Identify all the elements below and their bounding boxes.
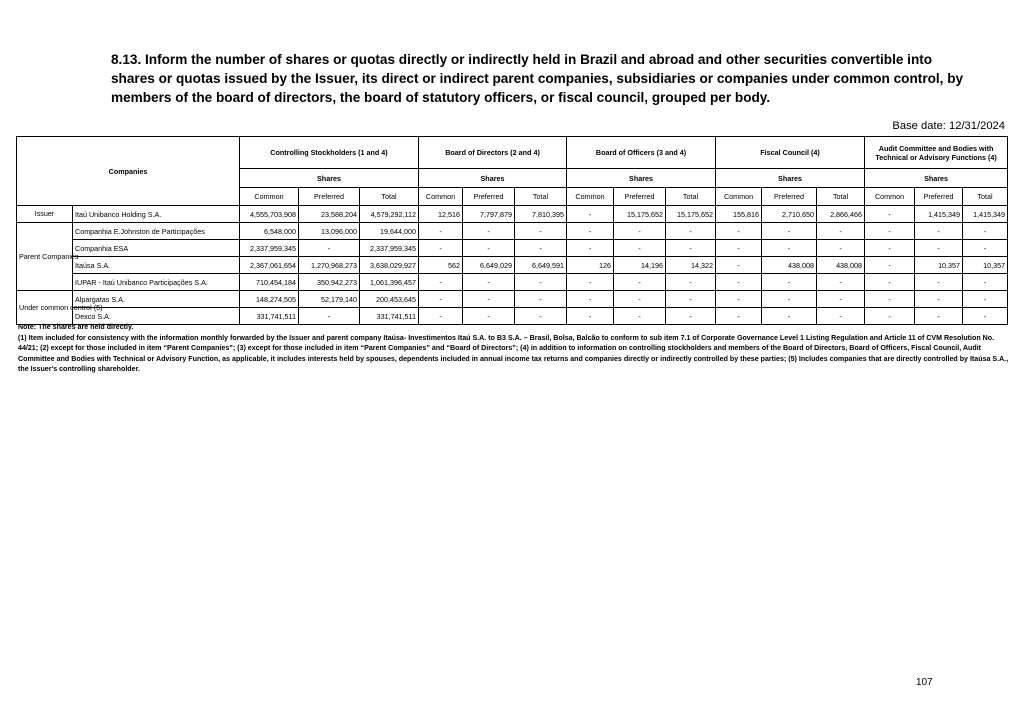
shares-subheader: Shares bbox=[419, 169, 567, 188]
share-value-cell: 10,357 bbox=[915, 257, 963, 274]
share-value-cell: - bbox=[463, 291, 515, 308]
table-row bbox=[17, 240, 1008, 257]
share-value-cell: - bbox=[865, 257, 915, 274]
share-value-cell: - bbox=[762, 240, 817, 257]
share-value-cell: - bbox=[865, 223, 915, 240]
share-value-cell: 331,741,511 bbox=[240, 308, 299, 325]
share-value-cell: - bbox=[817, 291, 865, 308]
group-header-controlling: Controlling Stockholders (1 and 4) bbox=[240, 137, 419, 169]
share-value-cell: - bbox=[963, 308, 1008, 325]
share-value-cell: 710,454,184 bbox=[240, 274, 299, 291]
share-value-cell: 6,649,029 bbox=[463, 257, 515, 274]
shares-subheader: Shares bbox=[716, 169, 865, 188]
share-value-cell: - bbox=[915, 223, 963, 240]
share-value-cell: - bbox=[567, 223, 614, 240]
page-number: 107 bbox=[916, 677, 933, 688]
group-header-row bbox=[17, 137, 1008, 169]
share-value-cell: - bbox=[463, 308, 515, 325]
share-value-cell: - bbox=[865, 274, 915, 291]
share-value-cell: 4,579,292,112 bbox=[360, 206, 419, 223]
share-value-cell: - bbox=[716, 308, 762, 325]
share-value-cell: - bbox=[567, 308, 614, 325]
share-value-cell: 438,008 bbox=[817, 257, 865, 274]
company-name-cell: Itaú Unibanco Holding S.A. bbox=[73, 206, 240, 223]
share-type-header: Total bbox=[666, 188, 716, 206]
share-value-cell: - bbox=[299, 240, 360, 257]
shares-subheader: Shares bbox=[240, 169, 419, 188]
share-value-cell: - bbox=[666, 308, 716, 325]
shares-subheader: Shares bbox=[865, 169, 1008, 188]
share-value-cell: 14,196 bbox=[614, 257, 666, 274]
share-value-cell: - bbox=[817, 223, 865, 240]
company-name-cell: Alpargatas S.A. bbox=[73, 291, 240, 308]
share-value-cell: - bbox=[762, 291, 817, 308]
share-value-cell: - bbox=[515, 223, 567, 240]
share-value-cell: - bbox=[419, 308, 463, 325]
share-value-cell: 14,322 bbox=[666, 257, 716, 274]
group-header-board-of-directors: Board of Directors (2 and 4) bbox=[419, 137, 567, 169]
table-row bbox=[17, 274, 1008, 291]
share-value-cell: - bbox=[567, 291, 614, 308]
share-type-header: Common bbox=[567, 188, 614, 206]
share-value-cell: - bbox=[963, 240, 1008, 257]
share-value-cell: - bbox=[963, 223, 1008, 240]
share-value-cell: - bbox=[915, 291, 963, 308]
share-value-cell: - bbox=[762, 308, 817, 325]
share-value-cell: 13,096,000 bbox=[299, 223, 360, 240]
share-value-cell: 350,942,273 bbox=[299, 274, 360, 291]
share-value-cell: 2,710,650 bbox=[762, 206, 817, 223]
company-name-cell: Dexco S.A. bbox=[73, 308, 240, 325]
share-value-cell: - bbox=[515, 240, 567, 257]
share-value-cell: 155,816 bbox=[716, 206, 762, 223]
share-value-cell: 6,548,000 bbox=[240, 223, 299, 240]
share-value-cell: 1,415,349 bbox=[915, 206, 963, 223]
share-value-cell: - bbox=[865, 291, 915, 308]
share-type-header: Preferred bbox=[614, 188, 666, 206]
group-header-fiscal-council: Fiscal Council (4) bbox=[716, 137, 865, 169]
share-type-header: Common bbox=[716, 188, 762, 206]
share-value-cell: 19,644,000 bbox=[360, 223, 419, 240]
table-body bbox=[17, 206, 1008, 325]
group-header-board-of-officers: Board of Officers (3 and 4) bbox=[567, 137, 716, 169]
share-value-cell: 2,337,959,345 bbox=[240, 240, 299, 257]
share-value-cell: - bbox=[614, 274, 666, 291]
share-value-cell: - bbox=[666, 240, 716, 257]
share-value-cell: - bbox=[515, 291, 567, 308]
share-value-cell: - bbox=[865, 206, 915, 223]
share-value-cell: 12,516 bbox=[419, 206, 463, 223]
share-value-cell: 2,337,959,345 bbox=[360, 240, 419, 257]
share-type-header: Total bbox=[817, 188, 865, 206]
share-value-cell: 15,175,652 bbox=[614, 206, 666, 223]
share-value-cell: 1,270,968,273 bbox=[299, 257, 360, 274]
footnote-text: (1) Item included for consistency with the information monthly forwarded by the Issuer and parent company Itaúsa- Investimentos Itaú S.A. to B3 S.A. – Brasil, Bolsa, Balcão to conform to sub item 7.1 of Corporate Governance Level 1 Listing Regulation and Article 11 of CVM Resolution No. 44/21; (2) except for those included in item “Parent Companies”; (3) except for those included in item “Parent Companies” and “Board of Directors”; (4) in addition to information on controlling stockholders and members of the Board of Directors, Board of Officers, Fiscal Council, Audit Committee and Bodies with Technical or Advisory Function, as applicable, it includes interests held by spouses, dependents included in annual income tax returns and companies directly or indirectly controlled by these parties; (5) Includes companies that are directly controlled by Itaúsa S.A., the Issuer's controlling shareholder. bbox=[18, 333, 1009, 374]
shares-subheader: Shares bbox=[567, 169, 716, 188]
share-value-cell: 438,008 bbox=[762, 257, 817, 274]
share-value-cell: - bbox=[817, 274, 865, 291]
share-value-cell: - bbox=[419, 291, 463, 308]
share-value-cell: 148,274,505 bbox=[240, 291, 299, 308]
share-type-header: Common bbox=[419, 188, 463, 206]
share-value-cell: - bbox=[463, 274, 515, 291]
share-value-cell: - bbox=[915, 240, 963, 257]
share-value-cell: 3,638,029,927 bbox=[360, 257, 419, 274]
share-value-cell: 1,415,349 bbox=[963, 206, 1008, 223]
share-value-cell: - bbox=[963, 291, 1008, 308]
group-header-audit-committee: Audit Committee and Bodies with Technical or Advisory Functions (4) bbox=[865, 137, 1008, 169]
base-date: Base date: 12/31/2024 bbox=[892, 120, 1005, 132]
share-value-cell: - bbox=[515, 274, 567, 291]
company-name-cell: Companhia E.Johnston de Participações bbox=[73, 223, 240, 240]
share-value-cell: - bbox=[567, 206, 614, 223]
share-value-cell: 7,810,395 bbox=[515, 206, 567, 223]
share-value-cell: - bbox=[299, 308, 360, 325]
share-type-header: Common bbox=[240, 188, 299, 206]
shares-table bbox=[16, 136, 1008, 325]
share-value-cell: - bbox=[716, 274, 762, 291]
share-type-header: Total bbox=[515, 188, 567, 206]
share-value-cell: - bbox=[716, 240, 762, 257]
share-value-cell: 331,741,511 bbox=[360, 308, 419, 325]
share-value-cell: - bbox=[614, 291, 666, 308]
section-label-parent: Parent Companies bbox=[17, 223, 73, 291]
share-value-cell: - bbox=[716, 257, 762, 274]
share-value-cell: - bbox=[915, 274, 963, 291]
share-value-cell: 7,797,879 bbox=[463, 206, 515, 223]
share-type-header: Total bbox=[963, 188, 1008, 206]
share-value-cell: - bbox=[963, 274, 1008, 291]
share-value-cell: 1,061,396,457 bbox=[360, 274, 419, 291]
company-name-cell: IUPAR - Itaú Unibanco Participações S.A. bbox=[73, 274, 240, 291]
table-row bbox=[17, 257, 1008, 274]
company-name-cell: Itaúsa S.A. bbox=[73, 257, 240, 274]
share-value-cell: 2,367,061,654 bbox=[240, 257, 299, 274]
share-value-cell: - bbox=[865, 308, 915, 325]
share-type-header: Total bbox=[360, 188, 419, 206]
section-label-common-control: Under common control (5) bbox=[17, 291, 73, 325]
share-value-cell: - bbox=[716, 291, 762, 308]
share-type-header: Preferred bbox=[463, 188, 515, 206]
share-value-cell: - bbox=[762, 223, 817, 240]
share-value-cell: - bbox=[614, 223, 666, 240]
company-name-cell: Companhia ESA bbox=[73, 240, 240, 257]
share-value-cell: - bbox=[567, 274, 614, 291]
share-value-cell: 562 bbox=[419, 257, 463, 274]
share-value-cell: - bbox=[419, 274, 463, 291]
note-line: Note: The shares are held directly. bbox=[18, 323, 134, 331]
share-value-cell: - bbox=[666, 274, 716, 291]
share-value-cell: - bbox=[515, 308, 567, 325]
share-value-cell: 10,357 bbox=[963, 257, 1008, 274]
table-row bbox=[17, 291, 1008, 308]
share-type-header: Common bbox=[865, 188, 915, 206]
share-value-cell: - bbox=[463, 223, 515, 240]
notes-block bbox=[18, 322, 1010, 375]
share-value-cell: 200,453,645 bbox=[360, 291, 419, 308]
share-value-cell: - bbox=[666, 223, 716, 240]
share-value-cell: - bbox=[716, 223, 762, 240]
share-value-cell: - bbox=[419, 240, 463, 257]
share-value-cell: - bbox=[762, 274, 817, 291]
share-value-cell: - bbox=[614, 308, 666, 325]
share-type-header: Preferred bbox=[299, 188, 360, 206]
share-value-cell: 15,175,652 bbox=[666, 206, 716, 223]
section-label-issuer: Issuer bbox=[17, 206, 73, 223]
table-row bbox=[17, 206, 1008, 223]
share-value-cell: 126 bbox=[567, 257, 614, 274]
share-value-cell: 6,649,591 bbox=[515, 257, 567, 274]
share-value-cell: - bbox=[419, 223, 463, 240]
companies-header: Companies bbox=[17, 137, 240, 206]
share-value-cell: - bbox=[567, 240, 614, 257]
share-value-cell: - bbox=[865, 240, 915, 257]
share-type-header: Preferred bbox=[762, 188, 817, 206]
share-value-cell: - bbox=[817, 308, 865, 325]
share-value-cell: 52,179,140 bbox=[299, 291, 360, 308]
share-value-cell: - bbox=[463, 240, 515, 257]
share-value-cell: 23,588,204 bbox=[299, 206, 360, 223]
share-value-cell: 2,866,466 bbox=[817, 206, 865, 223]
share-value-cell: - bbox=[614, 240, 666, 257]
section-heading: 8.13. Inform the number of shares or quotas directly or indirectly held in Brazil and abroad and other securities convertible into shares or quotas issued by the Issuer, its direct or indirect parent companies, subsidiaries or companies under common control, by members of the board of directors, the board of statutory officers, or fiscal council, grouped per body. bbox=[111, 52, 964, 105]
share-type-header: Preferred bbox=[915, 188, 963, 206]
share-value-cell: - bbox=[817, 240, 865, 257]
table-row bbox=[17, 223, 1008, 240]
share-value-cell: 4,555,703,908 bbox=[240, 206, 299, 223]
share-value-cell: - bbox=[915, 308, 963, 325]
share-value-cell: - bbox=[666, 291, 716, 308]
